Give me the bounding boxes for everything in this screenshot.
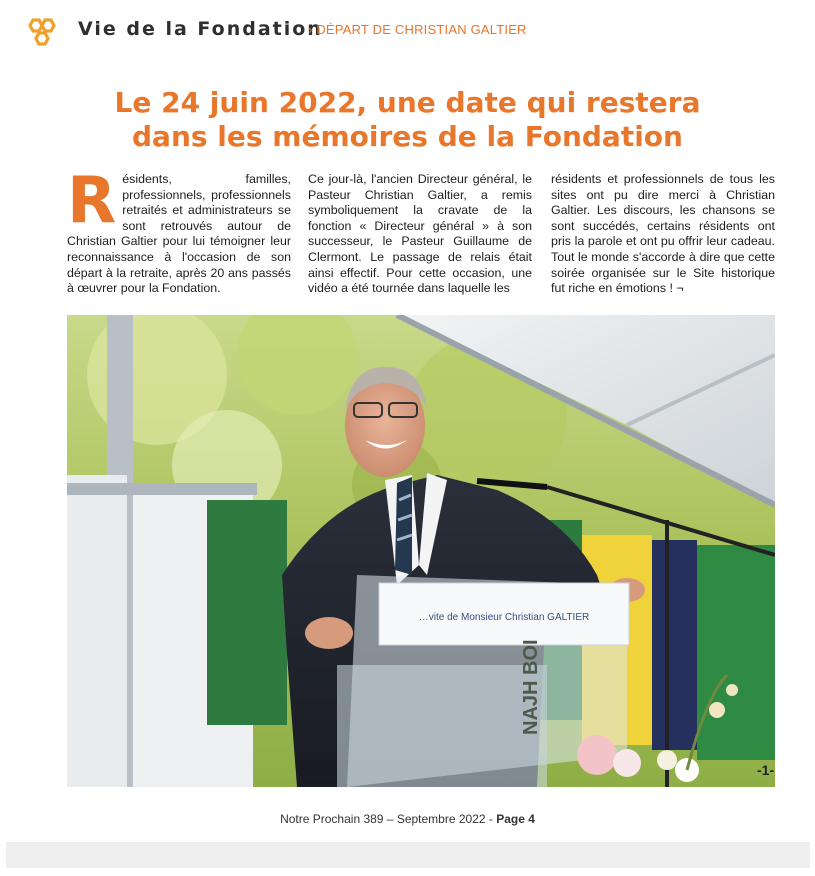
breadcrumb: › DÉPART DE CHRISTIAN GALTIER — [308, 22, 527, 37]
event-photo — [67, 315, 775, 787]
footer-issue: Notre Prochain 389 – Septembre 2022 - — [280, 812, 493, 826]
footer-page-number: Page 4 — [496, 812, 535, 826]
page-footer — [0, 812, 815, 826]
drop-cap: R — [67, 164, 117, 238]
headline-line-1: Le 24 juin 2022, une date qui restera — [114, 86, 701, 119]
column-1-text: ésidents, familles, professionnels, professionnels retraités et administrateurs se sont retrouvés autour de Christian Galtier pour lui témoigner leur reconnaissance à l'occasion de son départ à la retraite, après 20 ans passés à œuvrer pour la Fondation. — [67, 172, 291, 296]
article-body — [67, 164, 775, 296]
lectern-text: …vite de Monsieur Christian GALTIER — [418, 612, 590, 623]
banner-text: NAJH BOI — [520, 639, 542, 735]
headline-line-2: dans les mémoires de la Fondation — [132, 120, 683, 153]
section-title: Vie de la Fondation — [78, 18, 323, 40]
honeycomb-icon — [22, 17, 58, 51]
article-column-2: Ce jour-là, l'ancien Directeur général, le Pasteur Christian Galtier, a remis symboliquement la cravate de la fonction « Directeur général » à son successeur, le Pasteur Guillaume de Clermont. Le passage de relais était ainsi effectif. Pour cette occasion, une vidéo a été tournée dans laquelle les — [308, 172, 532, 296]
page-header — [22, 14, 802, 50]
photo-number: -1- — [757, 762, 775, 778]
article-column-3: résidents et professionnels de tous les sites ont pu dire merci à Christian Galtier. Les discours, les chansons se sont succédés, certains résidents ont pris la parole et ont pu offrir leur cadeau. Tout le monde s'accorde à dire que cette soirée organisée sur le Site historique fut riche en émotions ! ¬ — [551, 172, 775, 296]
bottom-band — [6, 842, 810, 868]
event-photo-illustration — [67, 315, 775, 787]
article-column-1 — [67, 164, 291, 297]
article-headline — [0, 86, 815, 154]
